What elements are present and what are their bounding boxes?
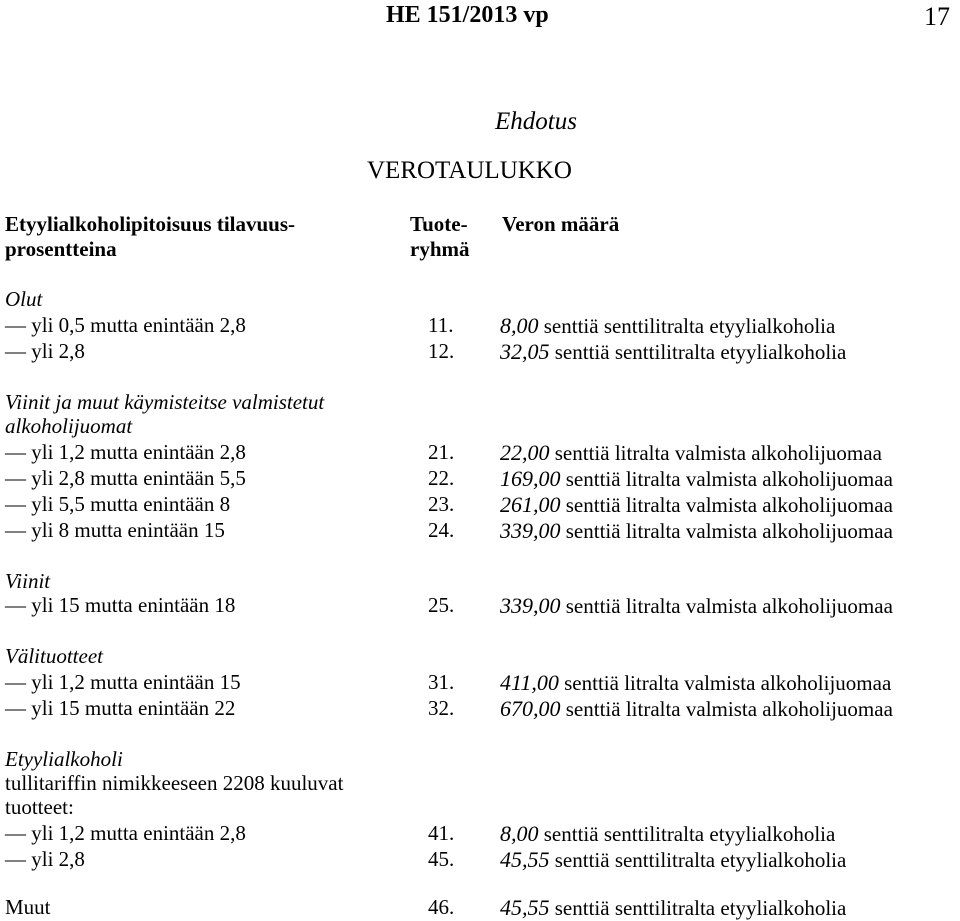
table-row-group: 45.	[428, 847, 455, 871]
table-row-rate	[500, 895, 846, 921]
section-note-line1: tullitariffin nimikkeeseen 2208 kuuluvat	[5, 771, 344, 795]
rate-amount: 670,00	[500, 696, 561, 721]
section-note-line2: tuotteet:	[5, 795, 74, 819]
rate-unit: senttiä litralta valmista alkoholijuomaa	[549, 441, 882, 465]
page-number: 17	[924, 2, 950, 31]
column-header-group-line2: ryhmä	[410, 237, 470, 261]
table-row: — yli 0,5 mutta enintään 2,8	[5, 313, 246, 337]
column-header-tax: Veron määrä	[502, 212, 620, 236]
rate-unit: senttiä litralta valmista alkoholijuomaa	[558, 671, 892, 695]
rate-unit: senttiä litralta valmista alkoholijuomaa	[560, 519, 893, 543]
rate-amount: 45,55	[500, 895, 550, 920]
table-row-rate	[500, 821, 835, 847]
proposal-label: Ehdotus	[495, 108, 577, 135]
rate-unit: senttiä litralta valmista alkoholijuomaa	[560, 697, 893, 721]
table-row-group: 32.	[428, 696, 455, 720]
table-row-rate	[500, 313, 835, 339]
table-row: — yli 1,2 mutta enintään 15	[5, 670, 241, 694]
rate-amount: 45,55	[500, 847, 550, 872]
table-row-rate	[500, 440, 882, 466]
rate-amount: 339,00	[500, 518, 561, 543]
table-row: — yli 1,2 mutta enintään 2,8	[5, 440, 246, 464]
table-row-rate	[500, 466, 893, 492]
table-row-rate	[500, 593, 893, 619]
rate-amount: 8,00	[500, 313, 539, 338]
column-header-content	[5, 212, 295, 262]
page-header-doc-id: HE 151/2013 vp	[386, 2, 549, 28]
rate-unit: senttiä senttilitralta etyylialkoholia	[549, 340, 847, 364]
rate-unit: senttiä senttilitralta etyylialkoholia	[549, 896, 847, 920]
table-title: VEROTAULUKKO	[367, 157, 572, 184]
section-title-etyylialkoholi: Etyylialkoholi	[5, 747, 123, 771]
rate-unit: senttiä senttilitralta etyylialkoholia	[549, 848, 847, 872]
table-row-group: 46.	[428, 895, 455, 919]
rate-amount: 339,00	[500, 593, 561, 618]
column-header-content-line1: Etyylialkoholipitoisuus tilavuus-	[5, 212, 296, 236]
rate-amount: 169,00	[500, 466, 561, 491]
rate-unit: senttiä litralta valmista alkoholijuomaa	[560, 467, 893, 491]
section-title-viinit-ja-muut-line2: alkoholijuomat	[5, 414, 133, 438]
rate-unit: senttiä senttilitralta etyylialkoholia	[538, 314, 836, 338]
table-row-group: 12.	[428, 339, 455, 363]
table-row-rate	[500, 518, 893, 544]
table-row: — yli 8 mutta enintään 15	[5, 518, 225, 542]
rate-unit: senttiä litralta valmista alkoholijuomaa	[560, 594, 893, 618]
table-row-rate	[500, 670, 891, 696]
table-row-rate	[500, 492, 893, 518]
table-row-group: 21.	[428, 440, 455, 464]
table-row-rate	[500, 339, 846, 365]
table-row-rate	[500, 847, 846, 873]
column-header-group-line1: Tuote-	[410, 212, 468, 236]
column-header-content-line2: prosentteina	[5, 237, 117, 261]
table-row: — yli 15 mutta enintään 18	[5, 593, 236, 617]
section-title-viinit-ja-muut: Viinit ja muut käymisteitse valmistetut	[5, 390, 325, 414]
rate-amount: 32,05	[500, 339, 550, 364]
rate-amount: 261,00	[500, 492, 561, 517]
table-row-rate	[500, 696, 893, 722]
table-row-group: 22.	[428, 466, 455, 490]
table-row-group: 24.	[428, 518, 455, 542]
column-header-group	[410, 212, 470, 262]
section-title-viinit: Viinit	[5, 569, 51, 593]
table-row: — yli 2,8	[5, 339, 85, 363]
table-row: — yli 2,8 mutta enintään 5,5	[5, 466, 246, 490]
rate-amount: 411,00	[500, 670, 559, 695]
rate-amount: 22,00	[500, 440, 550, 465]
rate-amount: 8,00	[500, 821, 539, 846]
table-row-group: 41.	[428, 821, 455, 845]
section-title-valituotteet: Välituotteet	[5, 644, 103, 668]
table-row: — yli 15 mutta enintään 22	[5, 696, 236, 720]
table-row-group: 31.	[428, 670, 455, 694]
table-row: — yli 5,5 mutta enintään 8	[5, 492, 231, 516]
rate-unit: senttiä litralta valmista alkoholijuomaa	[560, 493, 893, 517]
table-row-group: 23.	[428, 492, 455, 516]
rate-unit: senttiä senttilitralta etyylialkoholia	[538, 822, 836, 846]
table-row-group: 11.	[428, 313, 454, 337]
table-row-muut: Muut	[5, 895, 51, 919]
table-row: — yli 2,8	[5, 847, 85, 871]
table-row: — yli 1,2 mutta enintään 2,8	[5, 821, 246, 845]
section-title-olut: Olut	[5, 287, 43, 311]
table-row-group: 25.	[428, 593, 455, 617]
